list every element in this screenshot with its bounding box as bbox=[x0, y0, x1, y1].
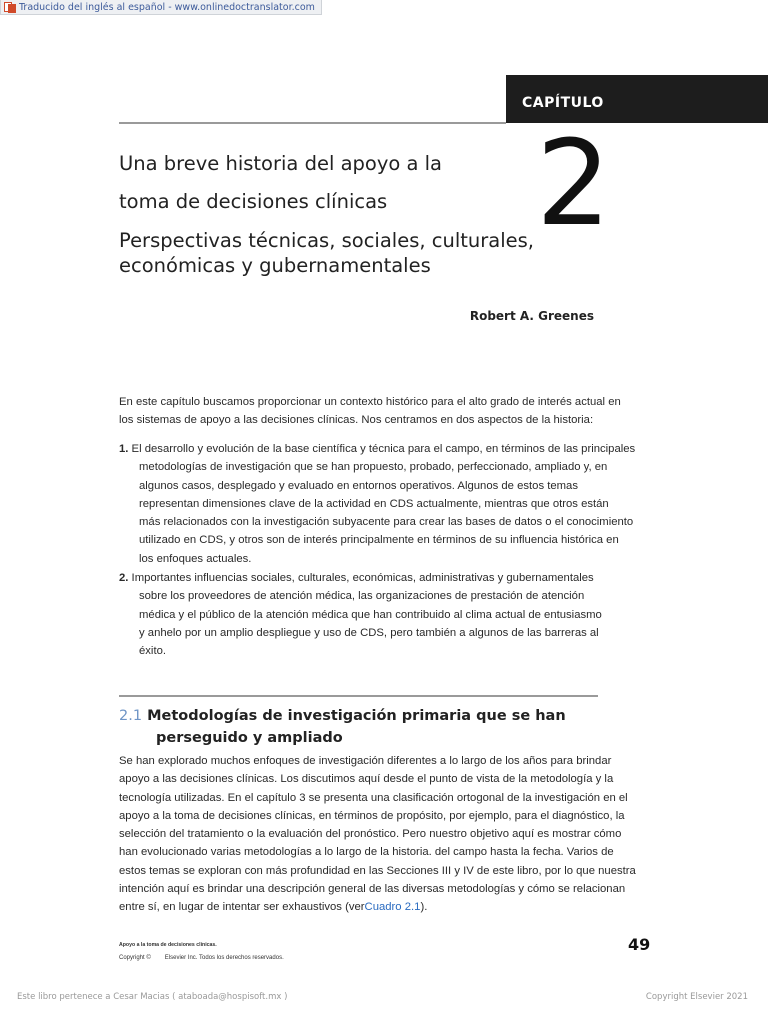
section-divider bbox=[119, 695, 598, 697]
chapter-label: CAPÍTULO bbox=[506, 75, 768, 123]
page-number: 49 bbox=[628, 935, 651, 954]
paragraph-line: entre sí, en lugar de intentar ser exhaustivos (ver bbox=[119, 901, 365, 914]
paragraph-line: estos temas se exploran con más profundidad en las Secciones III y IV de este libro, por lo que nuestra bbox=[119, 864, 636, 877]
section-paragraph bbox=[119, 752, 636, 917]
list-line: utilizado en CDS, y otros son de interés principalmente en términos de su influencia histórica en bbox=[139, 534, 619, 547]
paragraph-line: apoyo a las decisiones clínicas. Los discutimos aquí desde el punto de vista de la metodología y la bbox=[119, 773, 614, 786]
list-line: y anhelo por un amplio despliegue y uso de CDS, pero también a algunos de las barreras al bbox=[139, 626, 599, 639]
chapter-subtitle-line-2: económicas y gubernamentales bbox=[119, 254, 431, 277]
paragraph-line: Se han explorado muchos enfoques de investigación diferentes a lo largo de los años para brindar bbox=[119, 755, 612, 767]
rights-text: Elsevier Inc. Todos los derechos reservados. bbox=[164, 955, 284, 961]
list-line: representan dimensiones clave de la actividad en CDS actualmente, mientras que otros están bbox=[139, 497, 609, 510]
paragraph-line-end: ). bbox=[420, 901, 428, 914]
list-item-1 bbox=[119, 440, 635, 568]
chapter-title-line-1: Una breve historia del apoyo a la bbox=[119, 152, 443, 175]
author-name: Robert A. Greenes bbox=[469, 309, 594, 323]
translator-banner-text[interactable]: Traducido del inglés al español - www.onlinedoctranslator.com bbox=[19, 1, 315, 13]
section-title-line-1: Metodologías de investigación primaria que se han bbox=[142, 708, 566, 724]
translator-banner[interactable] bbox=[0, 0, 322, 15]
section-title-line-2: perseguido y ampliado bbox=[156, 730, 343, 746]
onlinedoctranslator-icon bbox=[4, 2, 16, 12]
chapter-number: 2 bbox=[536, 114, 612, 252]
paragraph-line: han evolucionado varias metodologías a lo largo de la historia. del campo hasta la fecha. Varios de bbox=[119, 846, 614, 859]
paragraph-line: apoyo a la toma de decisiones clínicas, en términos de propósito, por ejemplo, para el diagnóstico, la bbox=[119, 809, 625, 822]
title-divider bbox=[119, 122, 506, 124]
list-number: 2. bbox=[119, 572, 129, 584]
cuadro-2-1-link[interactable]: Cuadro 2.1 bbox=[364, 901, 421, 914]
list-line: éxito. bbox=[139, 645, 167, 658]
footnote-book-title: Apoyo a la toma de decisiones clínicas. bbox=[119, 942, 217, 948]
list-item-2 bbox=[119, 569, 602, 660]
list-line: metodologías de investigación que se han propuesto, probado, perfeccionado, ampliado y, en bbox=[139, 461, 608, 474]
list-number: 1. bbox=[119, 443, 129, 455]
list-line: más relacionados con la investigación subyacente para crear las bases de datos o el conocimiento bbox=[139, 516, 634, 529]
chapter-subtitle-line-1: Perspectivas técnicas, sociales, culturales, bbox=[119, 229, 535, 252]
section-number: 2.1 bbox=[119, 708, 143, 724]
list-line: médica y el público de la atención médica que han contribuido al clima actual de entusiasmo bbox=[139, 608, 602, 621]
footnote-copyright bbox=[119, 955, 284, 961]
chapter-title-line-2: toma de decisiones clínicas bbox=[119, 190, 388, 213]
paragraph-line: selección del tratamiento o la evaluación del pronóstico. Pero nuestro objetivo aquí es mostrar cómo bbox=[119, 828, 622, 841]
owner-watermark: Este libro pertenece a Cesar Macias ( ataboada@hospisoft.mx ) bbox=[17, 992, 288, 1002]
intro-paragraph bbox=[119, 393, 621, 430]
paragraph-line: intención aquí es brindar una descripción general de las diversas metodologías y cómo se relacionan bbox=[119, 883, 626, 896]
list-line: sobre los proveedores de atención médica, las organizaciones de prestación de atención bbox=[139, 590, 585, 603]
section-heading bbox=[119, 705, 566, 749]
list-line: algunos casos, desplegado y evaluado en entornos operativos. Algunos de estos temas bbox=[139, 479, 578, 492]
list-text: El desarrollo y evolución de la base científica y técnica para el campo, en términos de las principales bbox=[128, 443, 636, 455]
copyright-watermark: Copyright Elsevier 2021 bbox=[645, 992, 748, 1002]
intro-line: En este capítulo buscamos proporcionar un contexto histórico para el alto grado de interés actual en bbox=[119, 396, 621, 408]
list-line: los enfoques actuales. bbox=[139, 552, 252, 565]
paragraph-line: tecnología utilizadas. En el capítulo 3 se presenta una clasificación ortogonal de la investigación en el bbox=[119, 791, 628, 804]
list-text: Importantes influencias sociales, culturales, económicas, administrativas y gubernamentales bbox=[128, 572, 594, 584]
intro-line: los sistemas de apoyo a las decisiones clínicas. Nos centramos en dos aspectos de la historia: bbox=[119, 414, 594, 427]
copyright-label: Copyright © bbox=[119, 955, 151, 961]
